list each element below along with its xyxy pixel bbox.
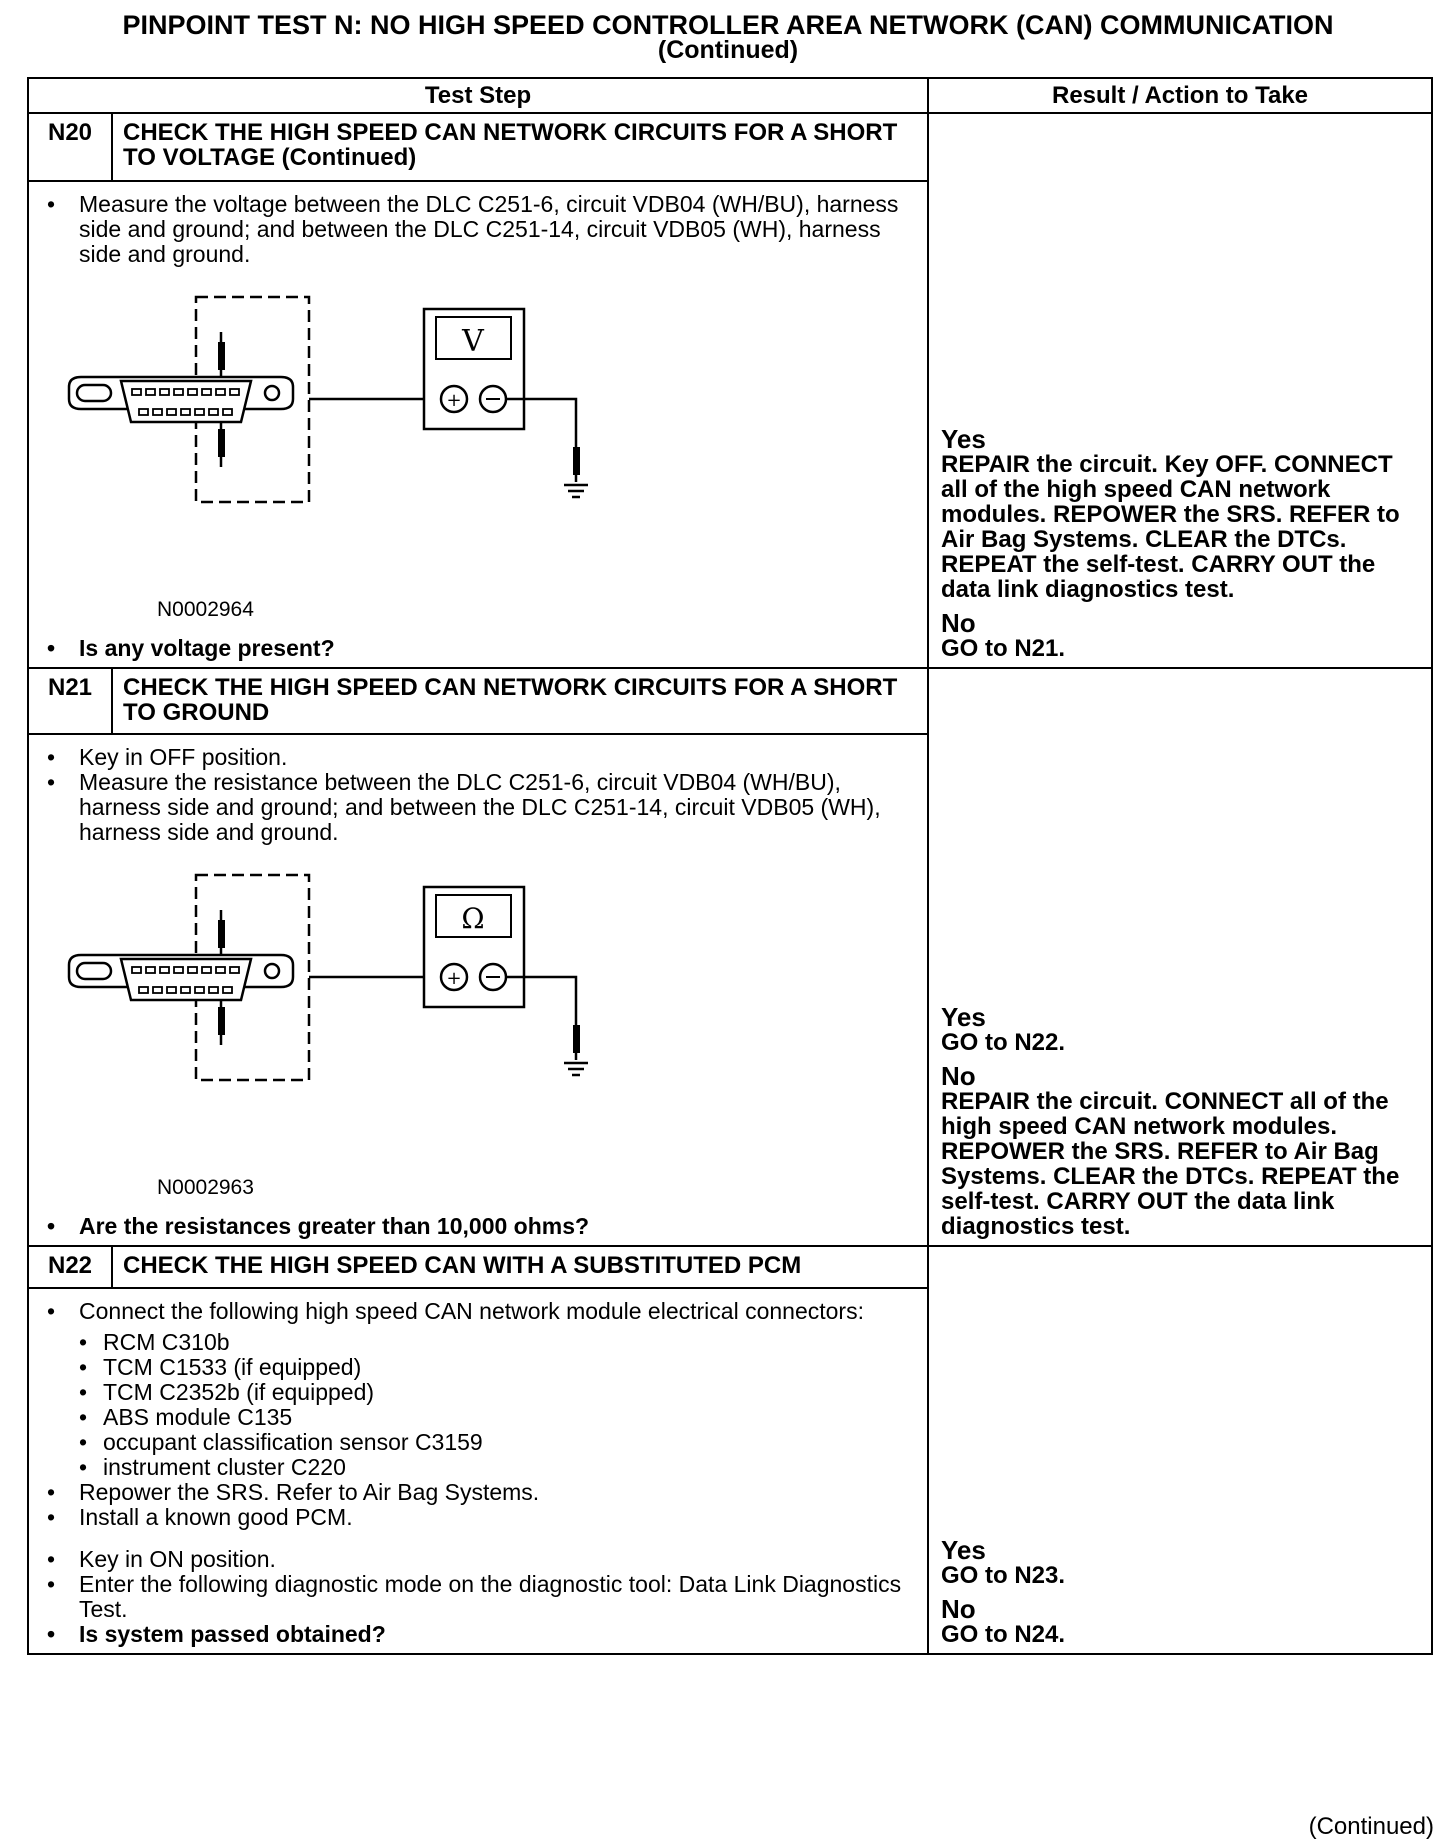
- ground-icon: [564, 485, 588, 497]
- header-result: Result / Action to Take: [928, 78, 1432, 113]
- step-n20-result: [928, 113, 1432, 668]
- step-n22-header: [28, 1246, 1432, 1288]
- yes-label: Yes: [941, 424, 986, 454]
- multimeter-icon: [424, 309, 524, 429]
- step-id: N21: [28, 668, 112, 734]
- header-test-step: Test Step: [28, 78, 928, 113]
- continued-footer: (Continued): [1308, 1813, 1434, 1840]
- meter-symbol: V: [462, 324, 484, 359]
- no-action: REPAIR the circuit. CONNECT all of the high speed CAN network modules. REPOWER the SRS. REFER to Air Bag Systems. CLEAR the DTCs. REPEAT the self-test. CARRY OUT the data link diagnostics test.: [941, 1088, 1400, 1240]
- voltage-measurement-diagram: [41, 287, 721, 587]
- figure-code: N0002964: [157, 598, 254, 621]
- ground-icon: [564, 1063, 588, 1075]
- instruction: • Repower the SRS. Refer to Air Bag Systems.: [41, 1480, 915, 1505]
- svg-text:+: +: [446, 390, 462, 411]
- list-item: • instrument cluster C220: [41, 1455, 915, 1480]
- dlc-connector-icon: [69, 377, 293, 422]
- meter-symbol: Ω: [461, 902, 485, 935]
- step-title: CHECK THE HIGH SPEED CAN NETWORK CIRCUITS FOR A SHORT TO VOLTAGE (Continued): [112, 113, 928, 181]
- instruction: • Install a known good PCM.: [41, 1505, 915, 1530]
- no-label: No: [941, 1594, 976, 1624]
- list-item: • occupant classification sensor C3159: [41, 1430, 915, 1455]
- svg-text:+: +: [446, 968, 462, 989]
- goto-link[interactable]: N23: [1014, 1562, 1059, 1589]
- page-subtitle: (Continued): [657, 36, 799, 64]
- goto-link[interactable]: N22: [1014, 1029, 1059, 1056]
- resistance-measurement-diagram: [41, 865, 721, 1165]
- instruction: • Key in OFF position.: [41, 745, 915, 770]
- instruction: • Measure the resistance between the DLC C251-6, circuit VDB04 (WH/BU), harness side and ground; and between the DLC C251-14, circuit VDB05 (WH), harness side and ground.: [41, 770, 915, 845]
- step-id: N22: [28, 1246, 112, 1288]
- connector-list: [41, 1330, 915, 1480]
- goto-link[interactable]: N21: [1014, 635, 1059, 662]
- question: • Is system passed obtained?: [41, 1622, 915, 1647]
- instruction: • Connect the following high speed CAN network module electrical connectors:: [41, 1299, 915, 1324]
- figure-code: N0002963: [157, 1176, 254, 1199]
- no-label: No: [941, 1061, 976, 1091]
- step-body: [28, 734, 928, 1246]
- instruction: • Enter the following diagnostic mode on the diagnostic tool: Data Link Diagnostics Test.: [41, 1572, 915, 1622]
- step-n21-header: [28, 668, 1432, 734]
- list-item: • TCM C1533 (if equipped): [41, 1355, 915, 1380]
- goto-link[interactable]: N24: [1014, 1621, 1059, 1648]
- list-item: • RCM C310b: [41, 1330, 915, 1355]
- question: • Are the resistances greater than 10,000 ohms?: [41, 1214, 915, 1239]
- yes-action: GO to N22.: [941, 1029, 1066, 1056]
- step-n20-header: [28, 113, 1432, 181]
- page-title: PINPOINT TEST N: NO HIGH SPEED CONTROLLER AREA NETWORK (CAN) COMMUNICATION: [122, 10, 1334, 40]
- instruction: • Key in ON position.: [41, 1547, 915, 1572]
- step-title: CHECK THE HIGH SPEED CAN WITH A SUBSTITUTED PCM: [112, 1246, 928, 1288]
- multimeter-icon: [424, 887, 524, 1007]
- step-n21-result: [928, 668, 1432, 1246]
- no-action: GO to N24.: [941, 1621, 1066, 1648]
- step-title: CHECK THE HIGH SPEED CAN NETWORK CIRCUITS FOR A SHORT TO GROUND: [112, 668, 928, 734]
- table-header-row: [28, 78, 1432, 113]
- yes-label: Yes: [941, 1535, 986, 1565]
- step-n22-result: [928, 1246, 1432, 1654]
- step-body: [28, 181, 928, 668]
- yes-label: Yes: [941, 1002, 986, 1032]
- pinpoint-test-table: [27, 77, 1433, 1655]
- dlc-connector-icon: [69, 955, 293, 1000]
- step-body: [28, 1288, 928, 1654]
- question: • Is any voltage present?: [41, 636, 915, 661]
- yes-action: REPAIR the circuit. Key OFF. CONNECT all of the high speed CAN network modules. REPOWER the SRS. REFER to Air Bag Systems. CLEAR the DTCs. REPEAT the self-test. CARRY OUT the data link diagnostics test.: [941, 451, 1400, 603]
- list-item: • TCM C2352b (if equipped): [41, 1380, 915, 1405]
- no-label: No: [941, 608, 976, 638]
- yes-action: GO to N23.: [941, 1562, 1066, 1589]
- instruction: • Measure the voltage between the DLC C251-6, circuit VDB04 (WH/BU), harness side and ground; and between the DLC C251-14, circuit VDB05 (WH), harness side and ground.: [41, 192, 915, 267]
- step-id: N20: [28, 113, 112, 181]
- no-action: GO to N21.: [941, 635, 1066, 662]
- list-item: • ABS module C135: [41, 1405, 915, 1430]
